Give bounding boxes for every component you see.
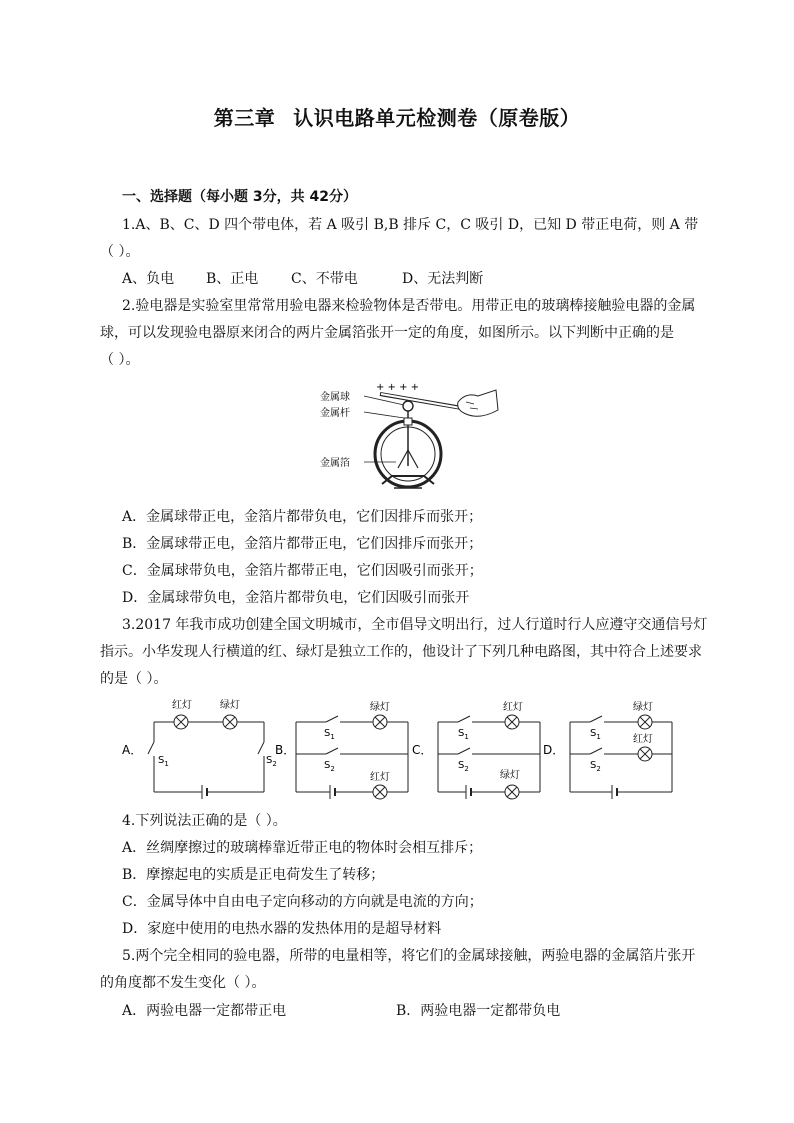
q1-stem-line1: 1.A、B、C、D 四个带电体，若 A 吸引 B,B 排斥 C，C 吸引 D，已知 D 带正电荷，则 A 带: [122, 217, 699, 233]
glass-rod-charges: + + + +: [376, 382, 420, 393]
red-lamp-label: 红灯: [172, 700, 192, 711]
q2-option-d: D．金属球带负电，金箔片都带负电，它们因吸引而张开: [122, 590, 470, 606]
glass-rod: [380, 394, 462, 408]
q3-stem-line1: 3.2017 年我市成功创建全国文明城市，全市倡导文明出行，过人行道时行人应遵守交通信号灯: [122, 617, 708, 633]
green-lamp-label: 绿灯: [370, 702, 390, 713]
switch-s1-label: $S_1$: [324, 728, 335, 741]
lamp-icon: [505, 715, 519, 729]
switch-s1-icon: [148, 742, 154, 754]
q2-stem-line1: 2.验电器是实验室里常常用验电器来检验物体是否带电。用带正电的玻璃棒接触验电器的金属: [122, 298, 696, 314]
red-lamp-label: 红灯: [503, 702, 523, 713]
q5-option-b: B．两验电器一定都带负电: [396, 1003, 561, 1019]
section-heading: 一、选择题（每小题 3分，共 42分）: [122, 189, 357, 205]
q4-option-d: D．家庭中使用的电热水器的发热体用的是超导材料: [122, 921, 442, 937]
q5-stem-line1: 5.两个完全相同的验电器，所带的电量相等，将它们的金属球接触，两验电器的金属箔片张开: [122, 948, 696, 964]
circuit-c: [412, 700, 540, 799]
switch-s2-label: $S_2$: [458, 760, 469, 773]
switch-s2-label: $S_2$: [266, 755, 277, 768]
switch-s1-label: $S_1$: [458, 728, 469, 741]
q5-stem-line2: 的角度都不发生变化（ ）。: [100, 975, 266, 991]
q1-option-c: C、不带电: [291, 271, 358, 287]
q4-stem: 4.下列说法正确的是（ ）。: [122, 813, 287, 829]
lamp-icon: [373, 715, 387, 729]
switch-s1-icon: [590, 716, 602, 722]
green-lamp-label: 绿灯: [500, 770, 520, 781]
circuit-diagrams: [118, 696, 688, 804]
q2-option-a: A．金属球带正电，金箔片都带负电，它们因排斥而张开；: [122, 509, 483, 525]
circuit-d: [543, 700, 672, 799]
label-metal-foil: 金属箔: [320, 458, 350, 469]
red-lamp-label: 红灯: [633, 734, 653, 745]
q2-option-c: C．金属球带负电，金箔片都带正电，它们因吸引而张开；: [122, 563, 483, 579]
lamp-icon: [373, 785, 387, 799]
page-title: [0, 102, 794, 131]
q5-option-a: A．两验电器一定都带正电: [122, 1003, 287, 1019]
q2-option-b: B．金属球带正电，金箔片都带正电，它们因排斥而张开；: [122, 536, 483, 552]
electroscope-figure: [320, 378, 500, 498]
switch-s2-icon: [458, 748, 470, 754]
lamp-icon: [505, 785, 519, 799]
q3-stem-line2: 指示。小华发现人行横道的红、绿灯是独立工作的，他设计了下列几种电路图，其中符合上述要求: [100, 644, 702, 660]
q1-option-a: A、负电: [122, 271, 175, 287]
green-lamp-label: 绿灯: [633, 702, 653, 713]
q4-option-b: B．摩擦起电的实质是正电荷发生了转移；: [122, 867, 385, 883]
lamp-icon: [638, 747, 652, 761]
q2-stem-line3: （ ）。: [100, 352, 140, 368]
red-lamp-label: 红灯: [370, 772, 390, 783]
switch-s2-icon: [326, 748, 338, 754]
q4-option-a: A．丝绸摩擦过的玻璃棒靠近带正电的物体时会相互排斥；: [122, 840, 483, 856]
q3-stem-line3: 的是（ ）。: [100, 671, 168, 687]
switch-s2-label: $S_2$: [590, 760, 601, 773]
label-metal-rod: 金属杆: [320, 408, 350, 419]
switch-s1-icon: [458, 716, 470, 722]
switch-s1-label: $S_1$: [590, 728, 601, 741]
switch-s2-icon: [258, 742, 264, 754]
lamp-icon: [638, 715, 652, 729]
circuit-a-label: A．: [122, 743, 143, 757]
circuit-b: [275, 700, 408, 799]
circuit-c-label: C．: [412, 743, 433, 757]
switch-s1-icon: [326, 716, 338, 722]
chapter-label: 第三章: [213, 106, 276, 130]
q4-option-c: C．金属导体中自由电子定向移动的方向就是电流的方向；: [122, 894, 483, 910]
circuit-a: [122, 698, 277, 799]
lamp-icon: [223, 715, 237, 729]
q1-option-d: D、无法判断: [402, 271, 484, 287]
lamp-icon: [174, 715, 188, 729]
metal-ball-shape: [403, 401, 413, 411]
switch-s2-label: $S_2$: [324, 760, 335, 773]
hand-shape: [458, 390, 498, 416]
q2-stem-line2: 球，可以发现验电器原来闭合的两片金属箔张开一定的角度，如图所示。以下判断中正确的是: [100, 325, 674, 341]
q1-option-b: B、正电: [206, 271, 259, 287]
q1-stem-line2: （ ）。: [100, 244, 140, 260]
title-text: 认识电路单元检测卷（原卷版）: [293, 106, 581, 130]
circuit-b-label: B．: [275, 743, 296, 757]
switch-s2-icon: [590, 748, 602, 754]
circuit-d-label: D．: [543, 743, 565, 757]
switch-s1-label: $S_1$: [158, 755, 169, 768]
green-lamp-label: 绿灯: [220, 700, 240, 711]
label-metal-ball: 金属球: [320, 392, 350, 403]
